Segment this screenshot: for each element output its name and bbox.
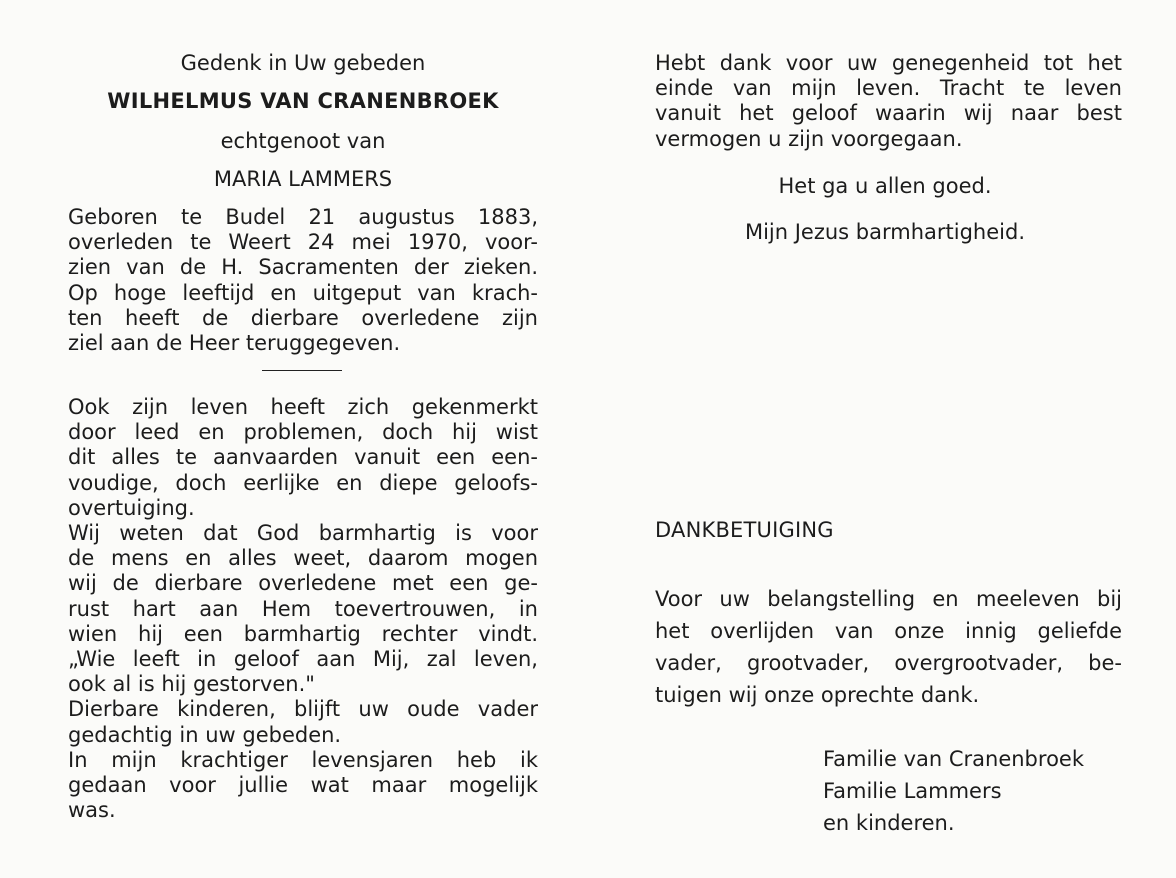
text-line: tuigen wij onze oprechte dank. (655, 683, 980, 707)
signatures (823, 743, 1123, 839)
text-line: ziel aan de Heer teruggegeven. (68, 331, 401, 356)
text-line: de mens en alles weet, daarom mogen (68, 546, 538, 571)
intro-text: Gedenk in Uw gebeden (180, 51, 426, 75)
text-line: einde van mijn leven. Tracht te leven (655, 76, 1122, 101)
text-line: voudige, doch eerlijke en diepe geloofs- (68, 470, 538, 495)
text-line: vermogen u zijn voorgegaan. (655, 126, 963, 151)
text-line: door leed en problemen, doch hij wist (68, 420, 538, 445)
text-line: Voor uw belangstelling en meeleven bij (655, 587, 1122, 611)
text-line: „Wie leeft in geloof aan Mij, zal leven, (68, 647, 538, 672)
reflection-paragraph (68, 395, 538, 823)
signature-line: en kinderen. (823, 811, 955, 835)
text-line: Wij weten dat God barmhartig is voor (68, 521, 538, 546)
text-line: ook al is hij gestorven." (68, 672, 315, 697)
prayer-text: Mijn Jezus barmhartigheid. (744, 220, 1026, 244)
signature-line: Familie Lammers (823, 779, 1002, 803)
section-divider (262, 370, 342, 371)
text-line: Hebt dank voor uw genegenheid tot het (655, 51, 1122, 75)
deceased-name: WILHELMUS VAN CRANENBROEK (107, 89, 499, 113)
biography-paragraph (68, 205, 538, 356)
text-line: vanuit het geloof waarin wij naar best (655, 101, 1122, 126)
text-line: dit alles te aanvaarden vanuit een een- (68, 445, 538, 470)
text-line: rust hart aan Hem toevertrouwen, in (68, 596, 538, 621)
text-line: Dierbare kinderen, blijft uw oude vader (68, 697, 538, 722)
text-line: zien van de H. Sacramenten der zieken. (68, 255, 538, 280)
thanks-heading: DANKBETUIGING (655, 518, 834, 542)
signature-line: Familie van Cranenbroek (823, 747, 1084, 771)
text-line: overleden te Weert 24 mei 1970, voor- (68, 230, 538, 255)
text-line: Geboren te Budel 21 augustus 1883, (68, 205, 538, 229)
text-line: wien hij een barmhartig rechter vindt. (68, 621, 538, 646)
text-line: ten heeft de dierbare overledene zijn (68, 305, 538, 330)
thanks-paragraph (655, 583, 1122, 711)
text-line: gedaan voor jullie wat maar mogelijk (68, 773, 538, 798)
text-line: Ook zijn leven heeft zich gekenmerkt (68, 395, 538, 419)
farewell-text: Het ga u allen goed. (778, 174, 992, 198)
text-line: was. (68, 798, 116, 823)
spouse-name: MARIA LAMMERS (213, 167, 393, 191)
text-line: vader, grootvader, overgrootvader, be- (655, 651, 1122, 675)
text-line: In mijn krachtiger levensjaren heb ik (68, 747, 538, 772)
text-line: overtuiging. (68, 495, 195, 520)
text-line: wij de dierbare overledene met een ge- (68, 571, 538, 596)
text-line: gedachtig in uw gebeden. (68, 722, 342, 747)
text-line: het overlijden van onze innig geliefde (655, 619, 1122, 643)
spouse-label: echtgenoot van (220, 129, 386, 153)
gratitude-paragraph (655, 51, 1122, 152)
text-line: Op hoge leeftijd en uitgeput van krach- (68, 280, 538, 305)
